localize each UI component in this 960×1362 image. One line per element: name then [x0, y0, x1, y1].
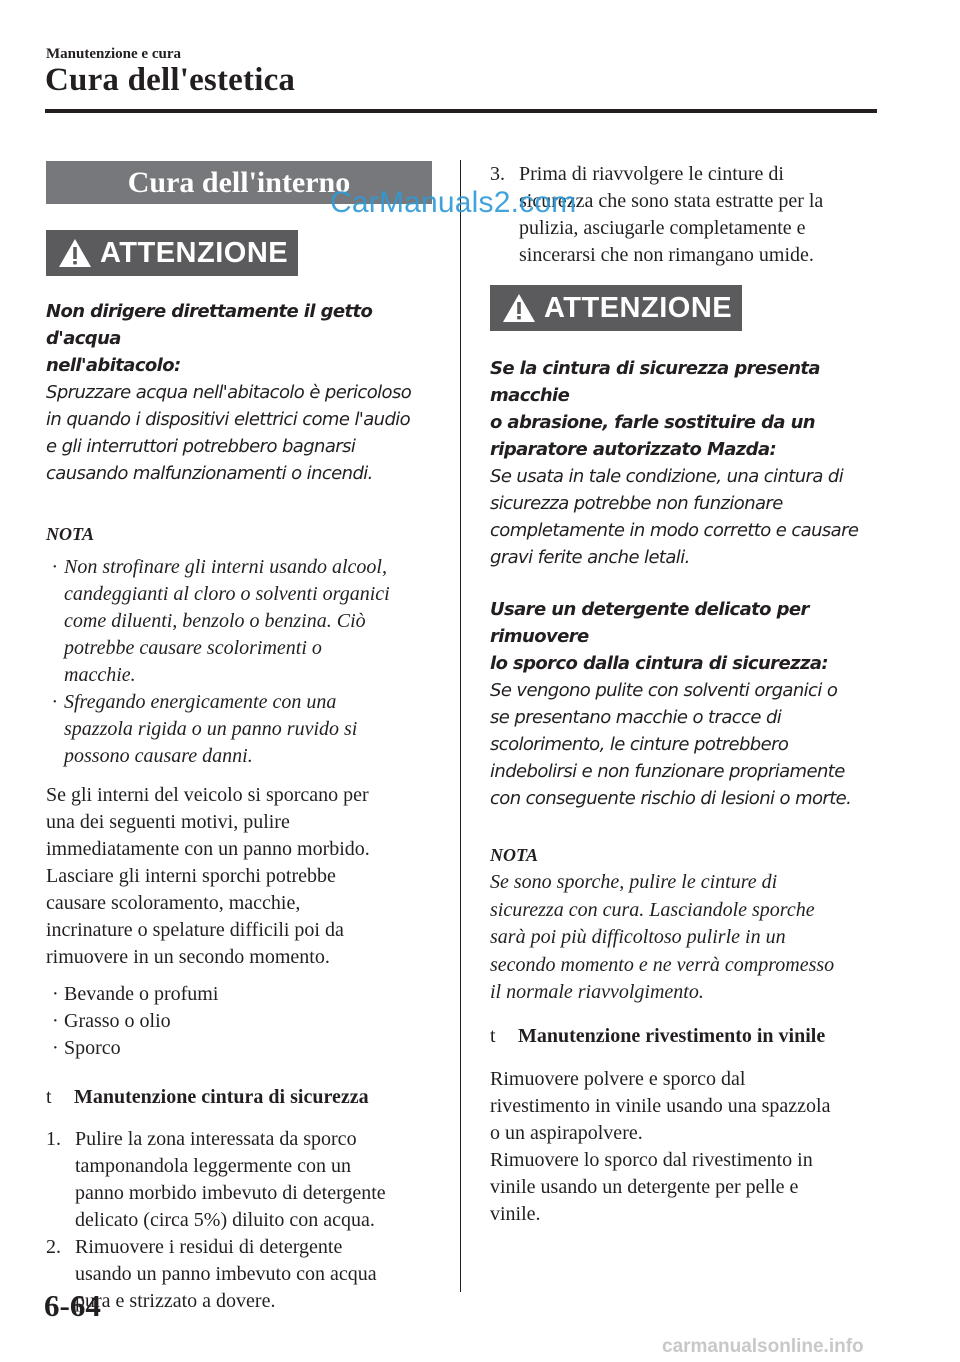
note-line: Sfregando energicamente con una — [64, 691, 337, 713]
body-line: o un aspirapolvere. — [490, 1121, 643, 1144]
step-line: panno morbido imbevuto di detergente — [75, 1182, 386, 1204]
body-line: vinile. — [490, 1202, 541, 1225]
step-line: sicurezza che sono stata estratte per la — [519, 190, 824, 212]
body-line: incrinature o spelature difficili poi da — [46, 919, 344, 941]
warning-label — [46, 230, 298, 276]
list-item — [46, 554, 436, 689]
section-banner: Cura dell'interno — [46, 161, 432, 204]
bullet-icon: · — [52, 556, 57, 578]
subsection-heading — [490, 1023, 880, 1050]
warning-text-line: scolorimento, le cinture potrebbero — [490, 734, 789, 755]
warning-heading-line: Usare un detergente delicato per rimuovere — [490, 599, 809, 647]
warning-text-line: completamente in modo corretto e causare — [490, 520, 859, 541]
list-item-label: Sporco — [64, 1037, 121, 1059]
warning-heading-line: riparatore autorizzato Mazda: — [490, 439, 777, 460]
body-line: una dei seguenti motivi, pulire — [46, 811, 290, 833]
body-line: Lasciare gli interni sporchi potrebbe — [46, 865, 336, 887]
list-item — [46, 1126, 436, 1234]
warning-triangle-icon — [502, 293, 536, 323]
step-line: delicato (circa 5%) diluito con acqua. — [75, 1209, 375, 1231]
left-column — [46, 161, 436, 1315]
note-line: sicurezza con cura. Lasciandole sporche — [490, 898, 815, 921]
body-line: causare scoloramento, macchie, — [46, 892, 301, 914]
warning-text-line: causando malfunzionamenti o incendi. — [46, 463, 373, 484]
column-divider — [460, 160, 461, 1292]
warning-label — [490, 285, 742, 331]
nota-heading: NOTA — [46, 524, 95, 544]
note-line: potrebbe causare scolorimenti o — [64, 637, 322, 659]
list-item — [46, 1234, 436, 1315]
list-item — [46, 1008, 436, 1035]
body-paragraph — [490, 1066, 880, 1228]
section-marker-icon: t — [46, 1086, 52, 1108]
bullet-icon: · — [52, 1037, 59, 1059]
subsection-heading-text: Manutenzione rivestimento in vinile — [518, 1024, 826, 1047]
warning-text-line: sicurezza potrebbe non funzionare — [490, 493, 783, 514]
right-column — [490, 161, 880, 1228]
body-line: Se gli interni del veicolo si sporcano per — [46, 784, 369, 806]
note-line: secondo momento e ne verrà compromesso — [490, 953, 835, 976]
warning-text-line: in quando i dispositivi elettrici come l'audio — [46, 409, 411, 430]
warning-heading-line: o abrasione, farle sostituire da un — [490, 412, 815, 433]
step-line: tamponandola leggermente con un — [75, 1155, 352, 1177]
step-line: Pulire la zona interessata da sporco — [75, 1128, 357, 1150]
warning-text-line: gravi ferite anche letali. — [490, 547, 690, 568]
step-line: pulizia, asciugarle completamente e — [519, 217, 806, 239]
subsection-heading — [46, 1084, 436, 1111]
page-number: 6-64 — [44, 1288, 101, 1323]
step-line: usando un panno imbevuto con acqua — [75, 1263, 377, 1285]
warning-text-line: con conseguente rischio di lesioni o morte. — [490, 788, 852, 809]
bullet-icon: · — [52, 1010, 59, 1032]
step-number: 1. — [46, 1128, 61, 1150]
list-item — [46, 981, 436, 1008]
footer-watermark: carmanualsonline.info — [662, 1336, 864, 1357]
warning-heading-line: lo sporco dalla cintura di sicurezza: — [490, 653, 828, 674]
warning-heading-line: nell'abitacolo: — [46, 355, 181, 376]
note-line: come diluenti, benzolo o benzina. Ciò — [64, 610, 366, 632]
warning-message — [490, 596, 880, 812]
warning-text-line: Spruzzare acqua nell'abitacolo è pericoloso — [46, 382, 412, 403]
warning-text-line: Se vengono pulite con solventi organici o — [490, 680, 838, 701]
note-line: il normale riavvolgimento. — [490, 981, 704, 1003]
note-line: possono causare danni. — [64, 745, 253, 767]
steps-list — [46, 1126, 436, 1315]
list-item — [46, 1035, 436, 1062]
warning-text-line: Se usata in tale condizione, una cintura di — [490, 466, 844, 487]
body-line: Rimuovere lo sporco dal rivestimento in — [490, 1148, 813, 1171]
note-line: macchie. — [64, 664, 136, 686]
note-line: Se sono sporche, pulire le cinture di — [490, 871, 778, 893]
step-line: Rimuovere i residui di detergente — [75, 1236, 343, 1258]
body-line: vinile usando un detergente per pelle e — [490, 1175, 799, 1198]
body-line: Rimuovere polvere e sporco dal — [490, 1067, 746, 1090]
warning-text-line: indebolirsi e non funzionare propriamente — [490, 761, 845, 782]
step-line: Prima di riavvolgere le cinture di — [519, 163, 784, 185]
title-rule — [45, 109, 877, 113]
warning-text-line: e gli interruttori potrebbero bagnarsi — [46, 436, 356, 457]
nota-heading: NOTA — [490, 845, 539, 865]
list-item-label: Bevande o profumi — [64, 983, 219, 1005]
note-line: sarà poi più difficoltoso pulirle in un — [490, 926, 786, 948]
step-line: sincerarsi che non rimangano umide. — [519, 244, 814, 266]
body-line: immediatamente con un panno morbido. — [46, 838, 370, 860]
note-line: candeggianti al cloro o solventi organici — [64, 583, 390, 605]
warning-message — [490, 355, 880, 571]
warning-heading-line: Se la cintura di sicurezza presenta macchie — [490, 358, 820, 406]
page-title: Cura dell'estetica — [45, 62, 296, 98]
step-number: 2. — [46, 1236, 61, 1258]
step-number: 3. — [490, 163, 505, 185]
warning-label-text: ATTENZIONE — [544, 291, 733, 324]
warning-label-text: ATTENZIONE — [100, 236, 289, 269]
warning-message — [46, 298, 436, 487]
step-line: pura e strizzato a dovere. — [75, 1290, 276, 1312]
body-paragraph — [46, 782, 436, 971]
note-line: spazzola rigida o un panno ruvido si — [64, 718, 358, 740]
section-label: Manutenzione e cura — [46, 46, 181, 62]
body-line: rimuovere in un secondo momento. — [46, 946, 330, 968]
bullet-icon: · — [52, 983, 59, 1005]
warning-text-line: se presentano macchie o tracce di — [490, 707, 782, 728]
contaminant-list — [46, 981, 436, 1062]
subsection-heading-text: Manutenzione cintura di sicurezza — [74, 1086, 369, 1108]
list-item-label: Grasso o olio — [64, 1010, 171, 1032]
note-line: Non strofinare gli interni usando alcool, — [64, 556, 387, 578]
warning-heading-line: Non dirigere direttamente il getto d'acqua — [46, 301, 373, 349]
watermark: CarManuals2.com — [330, 186, 577, 219]
section-marker-icon: t — [490, 1024, 496, 1047]
body-line: rivestimento in vinile usando una spazzola — [490, 1094, 831, 1117]
warning-triangle-icon — [58, 238, 92, 268]
list-item — [46, 689, 436, 770]
bullet-icon: · — [52, 691, 57, 713]
